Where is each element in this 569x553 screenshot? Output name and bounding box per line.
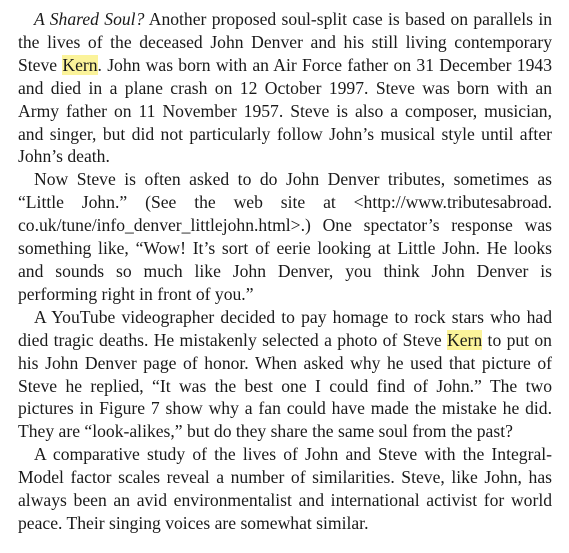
document-page	[18, 8, 552, 535]
paragraph-tributes	[18, 168, 552, 305]
body-text: to put on his John Denver page of honor. When asked why he used that picture of Steve he replied, “It was the best one I could find of John.” The two pictures in Figure 7 show why a fan could have made the mistake he did. They are “look-alikes,” but do they share the same soul from the past?	[18, 329, 552, 442]
body-text: A comparative study of the lives of John and Steve with the Integral-Model factor scales reveal a number of similarities. Steve, like John, has always been an avid environmentalist and international activist for world peace. Their singing voices are somewhat similar.	[18, 444, 552, 533]
section-title: A Shared Soul?	[34, 9, 145, 29]
highlighted-word: Kern	[62, 54, 98, 75]
body-text: Another proposed soul-split case is based on parallels in the lives of the deceased John Denver and his still living contemporary Steve	[18, 9, 553, 75]
paragraph-youtube	[18, 306, 552, 443]
body-text: Now Steve is often asked to do John Denver tributes, sometimes as “Little John.” (See the web site at <http://www.tributesabroad.​co.uk/tune/info_denver_littlejohn.html>.) One spectator’s response was something like, “Wow! It’s sort of eerie looking at Little John. He looks and sounds so much like John Denver, you think John Denver is performing right in front of you.”	[18, 169, 552, 304]
body-text: A YouTube videographer decided to pay homage to rock stars who had died tragic deaths. He mistakenly selected a photo of Steve	[18, 306, 552, 350]
body-text: . John was born with an Air Force father on 31 December 1943 and died in a plane crash on 12 October 1997. Steve was born with an Army father on 11 November 1957. Steve is also a composer, musician, and singer, but did not particularly follow John’s musical style until after John’s death.	[18, 54, 552, 167]
paragraph-shared-soul	[18, 8, 552, 168]
highlighted-word: Kern	[447, 329, 483, 350]
paragraph-comparative-study	[18, 443, 552, 535]
